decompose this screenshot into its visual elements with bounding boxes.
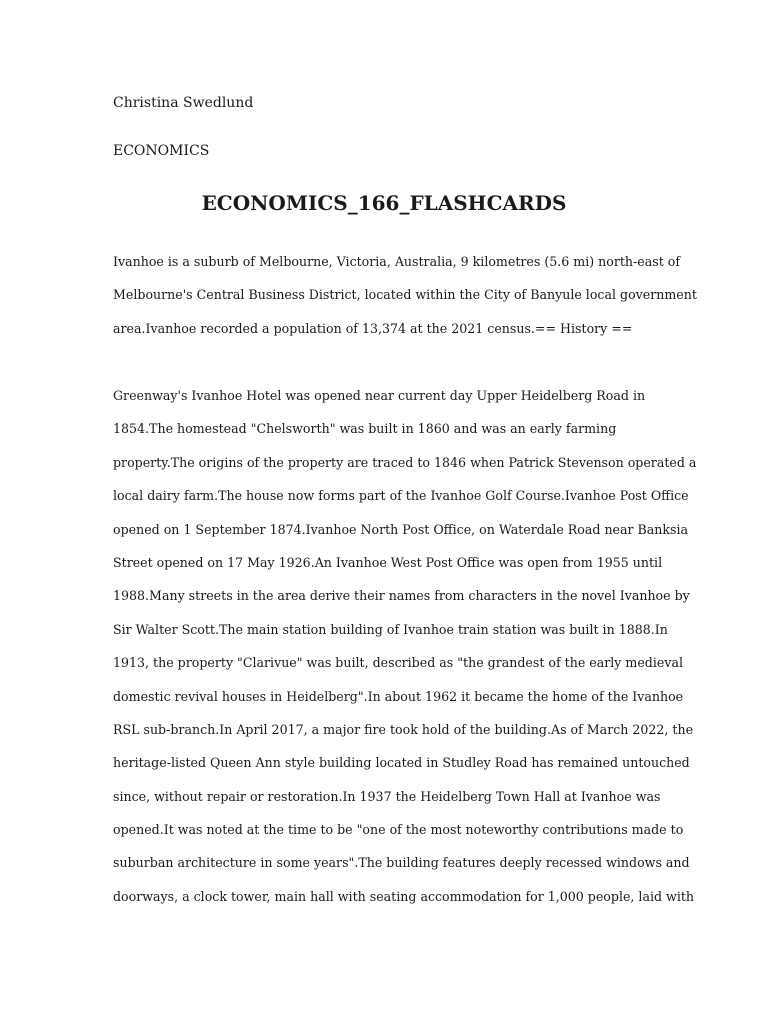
text-line: Melbourne's Central Business District, located within the City of Banyule local government <box>113 287 697 303</box>
text-line: 1913, the property "Clarivue" was built, described as "the grandest of the early medieval <box>113 655 683 671</box>
text-line: heritage-listed Queen Ann style building located in Studley Road has remained untouched <box>113 755 690 771</box>
text-line: RSL sub-branch.In April 2017, a major fire took hold of the building.As of March 2022, the <box>113 721 694 737</box>
text-line: opened on 1 September 1874.Ivanhoe North Post Office, on Waterdale Road near Banksia <box>113 521 689 537</box>
text-line: property.The origins of the property are traced to 1846 when Patrick Stevenson operated a <box>113 454 697 470</box>
text-line: doorways, a clock tower, main hall with seating accommodation for 1,000 people, laid with <box>113 888 695 904</box>
text-line: Greenway's Ivanhoe Hotel was opened near current day Upper Heidelberg Road in <box>113 388 646 403</box>
text-line: Sir Walter Scott.The main station building of Ivanhoe train station was built in 1888.In <box>113 621 668 637</box>
author-name: Christina Swedlund <box>113 95 254 111</box>
paragraph-intro <box>113 253 697 353</box>
text-line: Street opened on 17 May 1926.An Ivanhoe West Post Office was open from 1955 until <box>113 554 663 570</box>
paragraph-history <box>113 387 697 921</box>
text-line: since, without repair or restoration.In 1937 the Heidelberg Town Hall at Ivanhoe was <box>113 788 661 804</box>
text-line: suburban architecture in some years".The building features deeply recessed windows and <box>113 855 690 871</box>
subject-label: ECONOMICS <box>113 143 210 159</box>
text-line: 1988.Many streets in the area derive their names from characters in the novel Ivanhoe by <box>113 588 690 604</box>
text-line: area.Ivanhoe recorded a population of 13,374 at the 2021 census.== History == <box>113 320 633 336</box>
text-line: domestic revival houses in Heidelberg".In about 1962 it became the home of the Ivanhoe <box>113 688 684 704</box>
text-line: 1854.The homestead "Chelsworth" was built in 1860 and was an early farming <box>113 421 617 437</box>
document-title: ECONOMICS_166_FLASHCARDS <box>201 191 567 215</box>
text-line: Ivanhoe is a suburb of Melbourne, Victoria, Australia, 9 kilometres (5.6 mi) north-east of <box>113 254 681 269</box>
text-line: opened.It was noted at the time to be "one of the most noteworthy contributions made to <box>113 822 684 838</box>
text-line: local dairy farm.The house now forms part of the Ivanhoe Golf Course.Ivanhoe Post Office <box>113 488 689 504</box>
